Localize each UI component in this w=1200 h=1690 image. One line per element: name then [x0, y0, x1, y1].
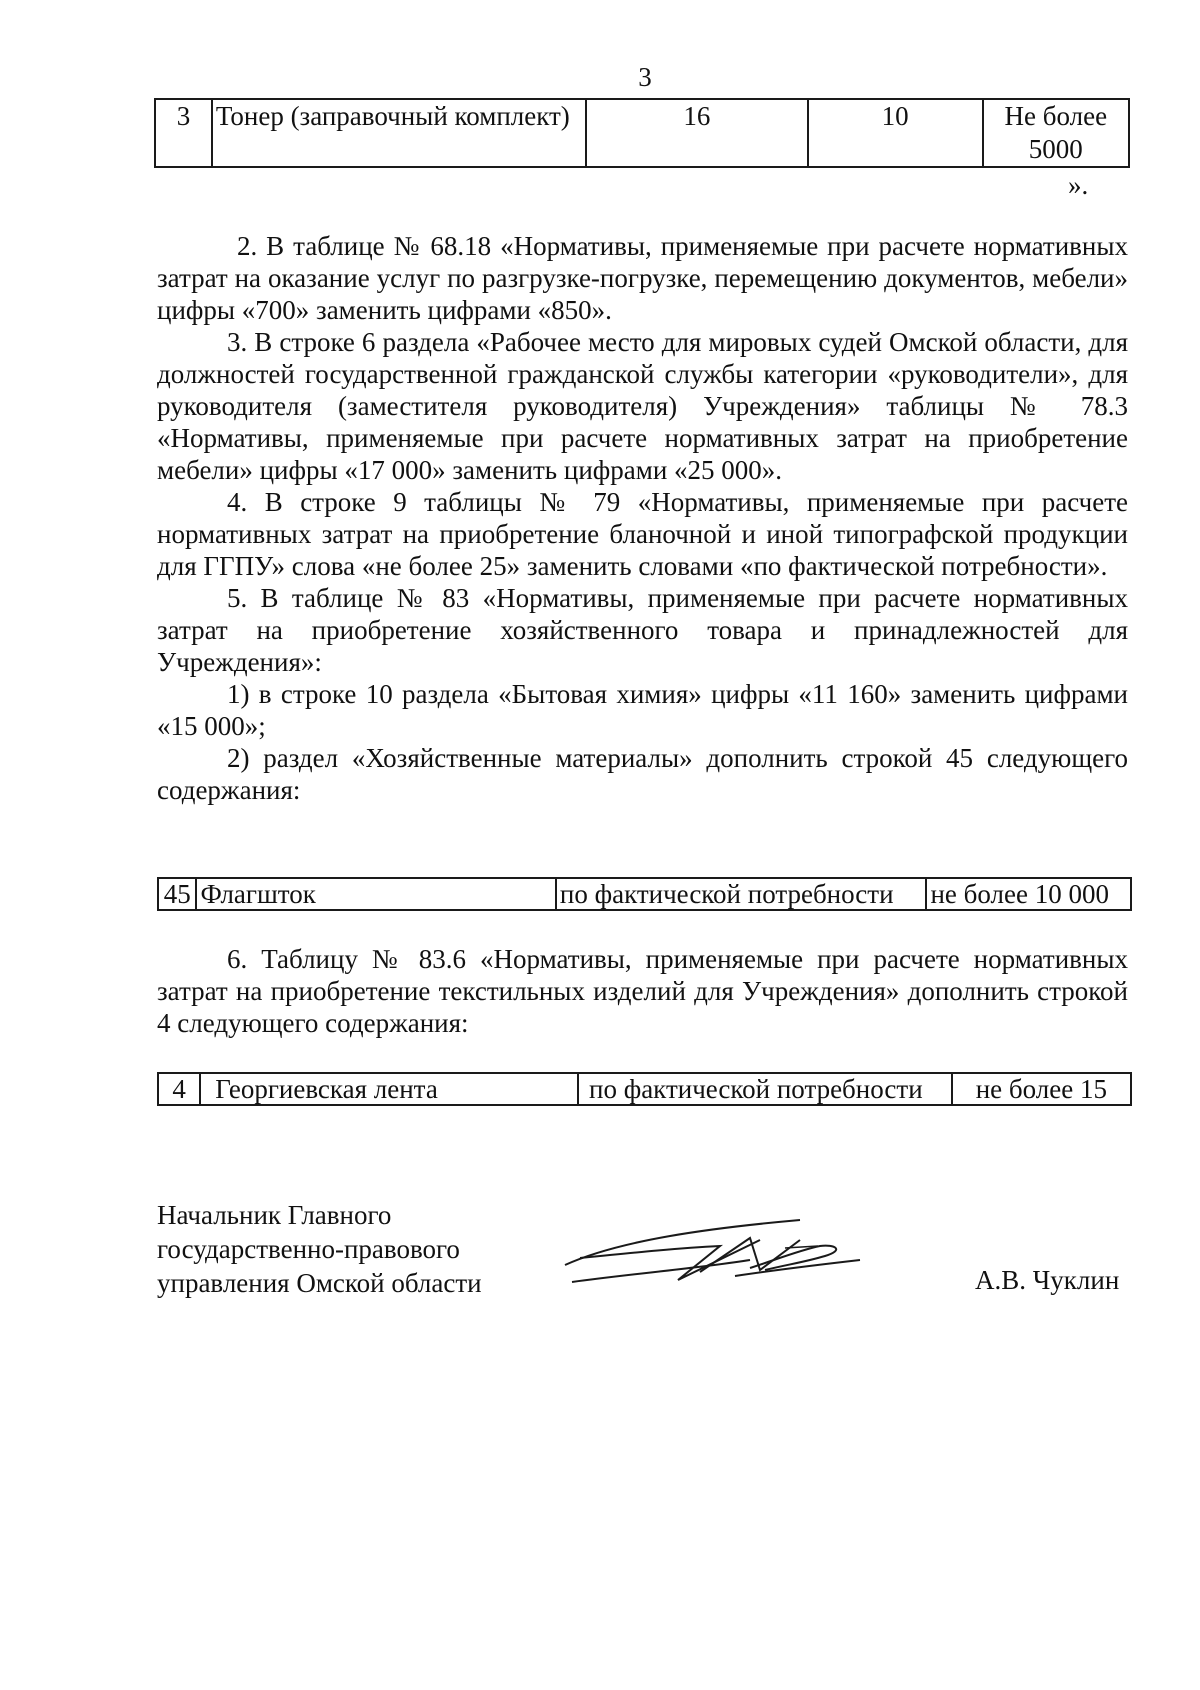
paragraph-4: 4. В строке 9 таблицы № 79 «Нормативы, применяемые при расчете нормативных затрат на приобретение бланочной и иной типографской продукции для ГГПУ» слова «не более 25» заменить словами «по фактической потребности». — [157, 487, 1128, 581]
page-number: 3 — [638, 62, 652, 92]
toner-table — [154, 98, 1130, 168]
item-name-cell: Флагшток — [196, 878, 555, 910]
title-line: управления Омской области — [157, 1268, 482, 1298]
closing-quote: ». — [1068, 170, 1089, 200]
row-number-cell: 3 — [155, 99, 212, 167]
amendment-6-text — [157, 943, 1128, 1039]
title-line: государственно-правового — [157, 1234, 460, 1264]
paragraph-5-1: 1) в строке 10 раздела «Бытовая химия» цифры «11 160» заменить цифрами «15 000»; — [157, 679, 1128, 741]
paragraph-6: 6. Таблицу № 83.6 «Нормативы, применяемые при расчете нормативных затрат на приобретение текстильных изделий для Учреждения» дополнить строкой 4 следующего содержания: — [157, 944, 1128, 1038]
flagpole-table — [157, 877, 1132, 911]
signatory-name: А.В. Чуклин — [975, 1265, 1120, 1295]
paragraph-2: 2. В таблице № 68.18 «Нормативы, применяемые при расчете нормативных затрат на оказание услуг по разгрузке-погрузке, перемещению документов, мебели» цифры «700» заменить цифрами «850». — [157, 231, 1128, 325]
item-name-cell: Георгиевская лента — [200, 1073, 578, 1105]
quantity-cell: 16 — [586, 99, 808, 167]
table-row — [158, 878, 1131, 910]
handwritten-signature — [560, 1210, 880, 1320]
price-cell: не более 15 — [952, 1073, 1131, 1105]
quantity-cell: по фактической потребности — [556, 878, 927, 910]
title-line: Начальник Главного — [157, 1200, 392, 1230]
row-number-cell: 45 — [158, 878, 196, 910]
item-name-cell: Тонер (заправочный комплект) — [212, 99, 586, 167]
quantity-cell: по фактической потребности — [578, 1073, 952, 1105]
signatory-title — [157, 1198, 482, 1300]
paragraph-5: 5. В таблице № 83 «Нормативы, применяемые при расчете нормативных затрат на приобретение хозяйственного товара и принадлежностей для Учреждения»: — [157, 583, 1128, 677]
table-row — [158, 1073, 1131, 1105]
price-cell: не более 10 000 — [926, 878, 1131, 910]
row-number-cell: 4 — [158, 1073, 200, 1105]
table-row — [155, 99, 1129, 167]
paragraph-3: 3. В строке 6 раздела «Рабочее место для мировых судей Омской области, для должностей государственной гражданской службы категории «руководители», для руководителя (заместителя руководителя) Учреждения» таблицы № 78.3 «Нормативы, применяемые при расчете нормативных затрат на приобретение мебели» цифры «17 000» заменить цифрами «25 000». — [157, 327, 1128, 485]
ribbon-table — [157, 1072, 1132, 1106]
price-cell: Не более 5000 — [983, 99, 1129, 167]
period-cell: 10 — [808, 99, 983, 167]
amendments-text — [157, 230, 1128, 806]
paragraph-5-2: 2) раздел «Хозяйственные материалы» дополнить строкой 45 следующего содержания: — [157, 743, 1128, 805]
